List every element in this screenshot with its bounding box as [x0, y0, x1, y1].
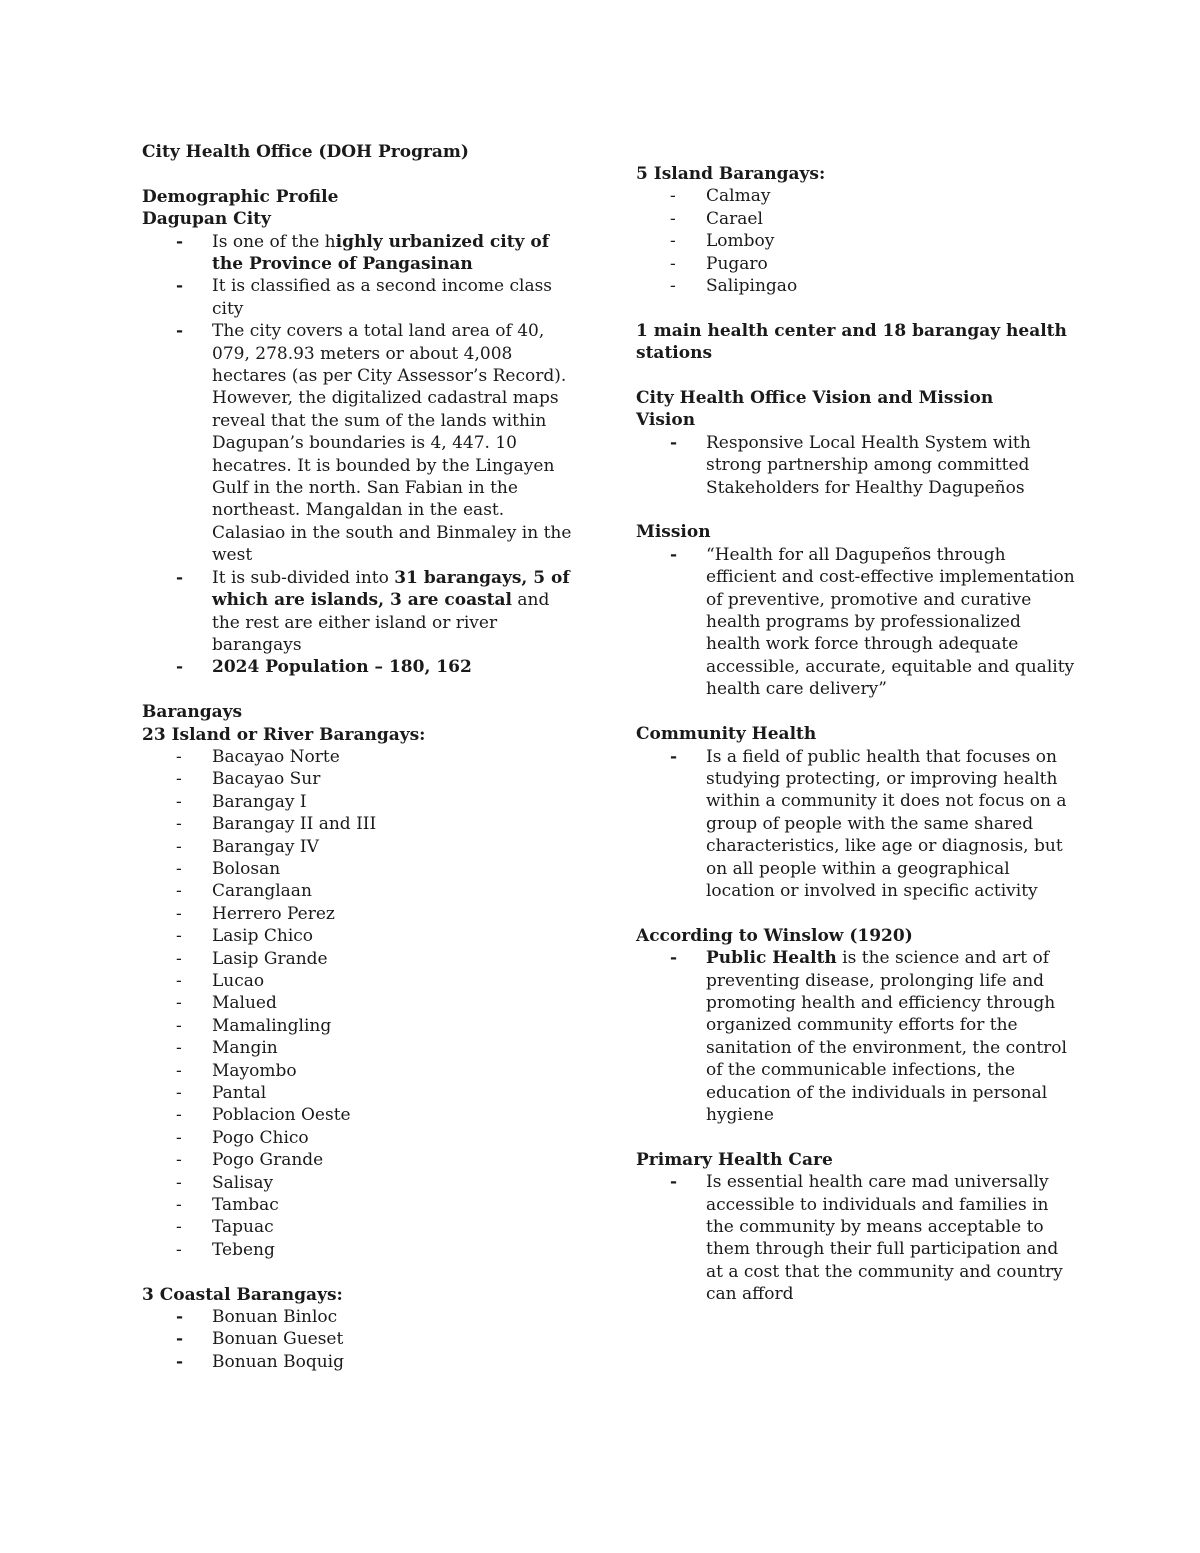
primary-health-care-heading: Primary Health Care [636, 1149, 833, 1170]
winslow-list [636, 947, 1076, 1126]
spacer [636, 902, 1076, 924]
mission-list [636, 544, 1076, 701]
spacer [636, 701, 1076, 723]
list-item: - Lasip Grande [142, 948, 582, 970]
item-text: It is sub-divided into [212, 567, 395, 588]
item-bold-text: Public Health [706, 948, 837, 969]
list-item: - Barangay IV [142, 836, 582, 858]
island-barangays-heading: 5 Island Barangays: [636, 164, 826, 184]
list-item: - Bacayao Sur [142, 768, 582, 790]
item-bold-text: 31 barangays, 5 of which are islands, 3 are coastal [212, 567, 570, 611]
vision-list [636, 432, 1076, 499]
spacer [142, 679, 582, 701]
item-text: is the science and art of preventing disease, prolonging life and promoting health and efficiency through organized community efforts for the sanitation of the environment, the control of the communicable infections, the education of the individuals in personal hygiene [706, 948, 1067, 1125]
list-item: - Tapuac [142, 1216, 582, 1238]
item-text: Is one of the h [212, 231, 336, 252]
list-item [142, 567, 582, 657]
list-item: - Barangay II and III [142, 813, 582, 835]
spacer [142, 163, 582, 185]
community-health-heading: Community Health [636, 724, 817, 745]
list-item: - Tambac [142, 1194, 582, 1216]
spacer [636, 297, 1076, 319]
list-item: - Tebeng [142, 1239, 582, 1261]
item-text: and the rest are either island or river barangays [212, 590, 550, 655]
coastal-barangays-heading: 3 Coastal Barangays: [142, 1284, 343, 1305]
community-health-list [636, 746, 1076, 903]
left-column [142, 141, 582, 1373]
list-item: - “Health for all Dagupeños through efficient and cost-effective implementation of preventive, promotive and curative health programs by professionalized health work force through adequate accessible, accurate, equitable and quality health care delivery” [636, 544, 1076, 701]
list-item: - The city covers a total land area of 40, 079, 278.93 meters or about 4,008 hectares (as per City Assessor’s Record). However, the digitalized cadastral maps reveal that the sum of the lands within Dagupan’s boundaries is 4, 447. 10 hecatres. It is bounded by the Lingayen Gulf in the north. San Fabian in the northeast. Mangaldan in the east. Calasiao in the south and Binmaley in the west [142, 320, 582, 566]
right-column [636, 163, 1076, 1306]
river-barangays-list [142, 746, 582, 1261]
spacer [636, 499, 1076, 521]
item-bold-text: ighly urbanized city of the Province of Pangasinan [212, 231, 550, 275]
profile-list [142, 231, 582, 679]
list-item [142, 231, 582, 276]
list-item: - Bonuan Boquig [142, 1351, 582, 1373]
list-item [636, 947, 1076, 1126]
list-item: - Pantal [142, 1082, 582, 1104]
list-item: - Mangin [142, 1037, 582, 1059]
list-item: - Is a field of public health that focuses on studying protecting, or improving health within a community it does not focus on a group of people with the same shared characteristics, like age or diagnosis, but on all people within a geographical location or involved in specific activity [636, 746, 1076, 903]
demographic-heading: Demographic Profile [142, 186, 339, 207]
spacer [636, 1126, 1076, 1148]
list-item: - Mamalingling [142, 1015, 582, 1037]
list-item: - Salisay [142, 1172, 582, 1194]
list-item: - Bonuan Binloc [142, 1306, 582, 1328]
list-item: - Poblacion Oeste [142, 1104, 582, 1126]
document-title: City Health Office (DOH Program) [142, 142, 469, 162]
list-item: - Bolosan [142, 858, 582, 880]
primary-health-care-list [636, 1171, 1076, 1305]
list-item: - Pogo Grande [142, 1149, 582, 1171]
list-item: - Carael [636, 208, 1076, 230]
health-center-text: 1 main health center and 18 barangay health stations [636, 320, 1067, 364]
city-heading: Dagupan City [142, 209, 271, 230]
list-item: - Calmay [636, 185, 1076, 207]
list-item: - Salipingao [636, 275, 1076, 297]
list-item: - Mayombo [142, 1060, 582, 1082]
winslow-heading: According to Winslow (1920) [636, 925, 913, 946]
barangays-heading: Barangays [142, 702, 243, 723]
list-item: - Lomboy [636, 230, 1076, 252]
list-item: - Lucao [142, 970, 582, 992]
vision-mission-heading: City Health Office Vision and Mission [636, 388, 994, 409]
list-item: - Pugaro [636, 253, 1076, 275]
list-item: - Is essential health care mad universally accessible to individuals and families in the community by means acceptable to them through their full participation and at a cost that the community and country can afford [636, 1171, 1076, 1305]
spacer [636, 365, 1076, 387]
list-item: - Responsive Local Health System with strong partnership among committed Stakeholders for Healthy Dagupeños [636, 432, 1076, 499]
coastal-barangays-list [142, 1306, 582, 1373]
list-item: - Pogo Chico [142, 1127, 582, 1149]
list-item: - Malued [142, 992, 582, 1014]
river-barangays-heading: 23 Island or River Barangays: [142, 724, 426, 745]
mission-heading: Mission [636, 522, 711, 543]
list-item: - It is classified as a second income class city [142, 275, 582, 320]
spacer [142, 1261, 582, 1283]
list-item: - Bonuan Gueset [142, 1328, 582, 1350]
list-item: - Lasip Chico [142, 925, 582, 947]
list-item: - Bacayao Norte [142, 746, 582, 768]
list-item: - 2024 Population – 180, 162 [142, 656, 582, 678]
vision-heading: Vision [636, 410, 696, 431]
island-barangays-list [636, 185, 1076, 297]
list-item: - Barangay I [142, 791, 582, 813]
list-item: - Herrero Perez [142, 903, 582, 925]
list-item: - Caranglaan [142, 880, 582, 902]
